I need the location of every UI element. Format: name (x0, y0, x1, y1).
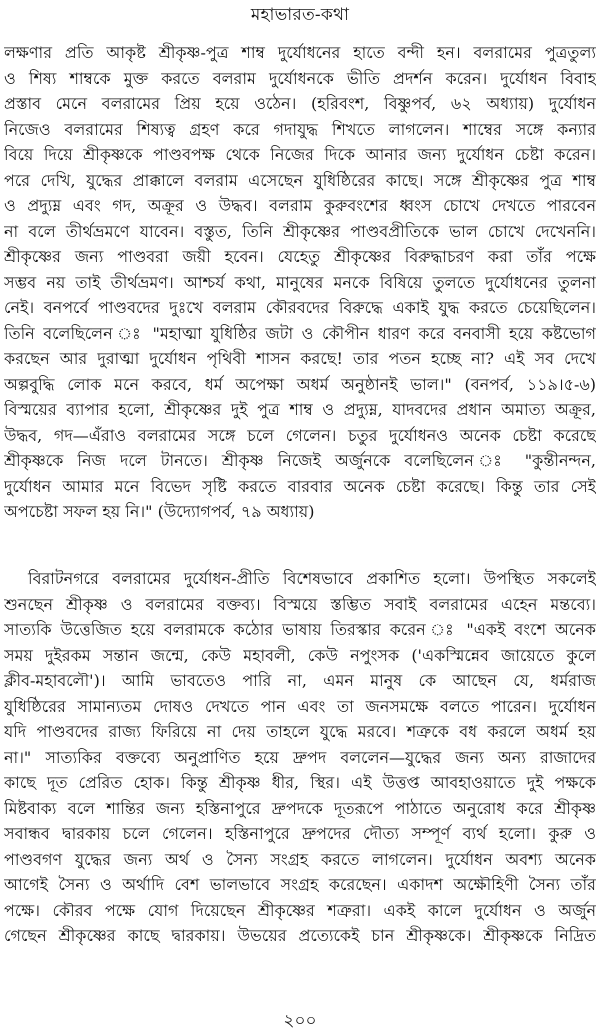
text-line: নিজেও বলরামের শিষ্যত্ব গ্রহণ করে গদাযুদ্ধ শিখতে লাগলেন। শাম্বের সঙ্গে কন্যার (4, 119, 596, 139)
text-line: প্রস্তাব মেনে বলরামের প্রিয় হয়ে ওঠেন। (হরিবংশ, বিষ্ণুপর্ব, ৬২ অধ্যায়) দুর্যোধন (4, 94, 596, 113)
text-line: বিস্ময়ের ব্যাপার হলো, শ্রীকৃষ্ণের দুই পুত্র শাম্ব ও প্রদ্যুম্ন, যাদবদের প্রধান অমাত্য অক্রূর, (4, 400, 596, 419)
text-line: করছেন আর দুরাত্মা দুর্যোধন পৃথিবী শাসন করছে! তার পতন হচ্ছে না? এই সব দেখে (4, 349, 596, 368)
text-line: দুর্যোধন আমার মনে বিভেদ সৃষ্টি করতে বারবার অনেক চেষ্টা করেছে। কিন্তু তার সেই (4, 476, 596, 496)
running-head: মহাভারত-কথা (250, 5, 350, 25)
text-line: যুধিষ্ঠিরের সামান্যতম দোষও দেখতে পান এবং তা জনসমক্ষে বলতে পারেন। দুর্যোধন (4, 696, 596, 716)
text-line: পক্ষে। কৌরব পক্ষে যোগ দিয়েছেন শ্রীকৃষ্ণের শত্রুরা। একই কালে দুর্যোধন ও অর্জুন (4, 900, 596, 920)
text-line: ক্লীব-মহাবলৌ')। আমি ভাবতেও পারি না, এমন মানুষ কে আছেন যে, ধর্মরাজ (4, 671, 596, 690)
text-line: না।" সাত্যকির বক্তব্যে অনুপ্রাণিত হয়ে দ্রুপদ বললেন—যুদ্ধের জন্য অন্য রাজাদের (4, 747, 596, 767)
text-line: সম্ভব নয় তাই তীর্থভ্রমণ। আশ্চর্য কথা, মানুষের মনকে বিষিয়ে তুলতে দুর্যোধনের তুলনা (4, 272, 596, 292)
text-line: যদি পাণ্ডবদের রাজ্য ফিরিয়ে না দেয় তাহলে যুদ্ধে মরবে। শত্রুকে বধ করলে অধর্ম হয় (4, 722, 596, 741)
text-line: আগেই সৈন্য ও অর্থাদি বেশ ভালভাবে সংগ্রহ করেছেন। একাদশ অক্ষৌহিণী সৈন্য তাঁর (4, 875, 596, 894)
text-line: অল্পবুদ্ধি লোক মনে করবে, ধর্ম অপেক্ষা অধর্ম অনুষ্ঠানই ভাল।" (বনপর্ব, ১১৯।৫-৬) (4, 374, 596, 394)
text-line: বিরাটনগরে বলরামের দুর্যোধন-প্রীতি বিশেষভাবে প্রকাশিত হলো। উপস্থিত সকলেই (28, 569, 596, 588)
text-line: ও প্রদ্যুম্ন এবং গদ, অক্রূর ও উদ্ধব। বলরাম কুরুবংশের ধ্বংস চোখে দেখতে পারবেন (4, 196, 596, 215)
text-line: শুনছেন শ্রীকৃষ্ণ ও বলরামের বক্তব্য। বিস্ময়ে স্তম্ভিত সবাই বলরামের এহেন মন্তব্যে। (4, 594, 596, 614)
text-line: অপচেষ্টা সফল হয় নি।" (উদ্যোগপর্ব, ৭৯ অধ্যায়) (4, 502, 315, 521)
text-line: নেই। বনপর্বে পাণ্ডবদের দুঃখে বলরাম কৌরবদের বিরুদ্ধে একাই যুদ্ধ করতে চেয়েছিলেন। (4, 298, 596, 317)
text-line: লক্ষণার প্রতি আকৃষ্ট শ্রীকৃষ্ণ-পুত্র শাম্ব দুর্যোধনের হাতে বন্দী হন। বলরামের পুত্রতুল্য (4, 43, 596, 62)
text-line: সবান্ধব দ্বারকায় চলে গেলেন। হস্তিনাপুরে দ্রুপদের দৌত্য সম্পূর্ণ ব্যর্থ হলো। কুরু ও (4, 824, 596, 843)
text-line: না বলে তীর্থভ্রমণে যাবেন। বস্তুত, তিনি শ্রীকৃষ্ণের পাণ্ডবপ্রীতিকে ভাল চোখে দেখেননি। (4, 221, 596, 241)
paragraph-1 (4, 40, 596, 525)
text-line: মিষ্টবাক্য বলে শান্তির জন্য হস্তিনাপুরে দ্রুপদকে দূতরূপে পাঠাতে অনুরোধ করে শ্রীকৃষ্ণ (4, 798, 596, 818)
text-line: সাত্যকি উত্তেজিত হয়ে বলরামকে কঠোর ভাষায় তিরস্কার করেন ঃ "একই বংশে অনেক (4, 620, 596, 639)
paragraph-2 (4, 566, 596, 949)
text-line: শ্রীকৃষ্ণকে নিজ দলে টানতে। শ্রীকৃষ্ণ নিজেই অর্জুনকে বলেছিলেন ঃ "কুন্তীনন্দন, (4, 451, 596, 470)
text-line: পাণ্ডবগণ যুদ্ধের জন্য অর্থ ও সৈন্য সংগ্রহ করতে লাগলেন। দুর্যোধন অবশ্য অনেক (4, 849, 596, 869)
text-line: তিনি বলেছিলেন ঃ "মহাত্মা যুধিষ্ঠির জটা ও কৌপীন ধারণ করে বনবাসী হয়ে কষ্টভোগ (4, 323, 596, 343)
text-line: কাছে দূত প্রেরিত হোক। কিন্তু শ্রীকৃষ্ণ ধীর, স্থির। এই উত্তপ্ত আবহাওয়াতে দুই পক্ষকে (4, 773, 596, 792)
text-line: গেছেন শ্রীকৃষ্ণের কাছে দ্বারকায়। উভয়ের প্রত্যেকেই চান শ্রীকৃষ্ণকে। শ্রীকৃষ্ণকে নিদ্রিত (4, 926, 596, 945)
text-line: বিয়ে দিয়ে শ্রীকৃষ্ণকে পাণ্ডবপক্ষ থেকে নিজের দিকে আনার জন্য দুর্যোধন চেষ্টা করেন। (4, 145, 596, 164)
text-line: ও শিষ্য শাম্বকে মুক্ত করতে বলরাম দুর্যোধনকে ভীতি প্রদর্শন করেন। দুর্যোধন বিবাহ (4, 68, 596, 88)
page-number: ২০০ (283, 1011, 317, 1031)
text-line: শ্রীকৃষ্ণের জন্য পাণ্ডবরা জয়ী হবেন। যেহেতু শ্রীকৃষ্ণের বিরুদ্ধাচরণ করা তাঁর পক্ষে (4, 247, 596, 266)
text-line: পরে দেখি, যুদ্ধের প্রাক্কালে বলরাম এসেছেন যুধিষ্ঠিরের কাছে। সঙ্গে শ্রীকৃষ্ণের পুত্র শাম্ব (4, 170, 596, 190)
text-line: উদ্ধব, গদ—এঁরাও বলরামের সঙ্গে চলে গেলেন। চতুর দুর্যোধনও অনেক চেষ্টা করেছে (4, 425, 596, 445)
text-line: সময় দুইরকম সন্তান জন্মে, কেউ মহাবলী, কেউ নপুংসক ('একস্মিন্নেব জায়েতে কুলে (4, 645, 596, 665)
